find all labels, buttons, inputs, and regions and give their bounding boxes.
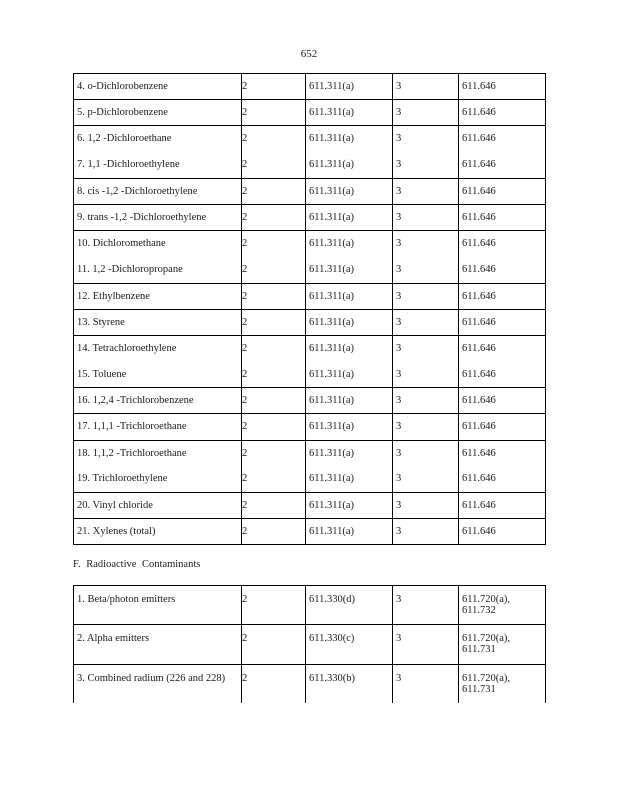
value-3-cell: 3 [393, 335, 459, 361]
value-2-cell: 2 [242, 309, 306, 335]
value-3-cell: 3 [393, 362, 459, 388]
contaminant-cell: 10. Dichloromethane [74, 231, 242, 257]
contaminant-cell: 15. Toluene [74, 362, 242, 388]
value-2-cell: 2 [242, 231, 306, 257]
value-2-cell: 2 [242, 152, 306, 178]
citation-cell: 611.311(a) [306, 519, 393, 545]
reference-cell: 611.646 [459, 493, 546, 519]
value-2-cell: 2 [242, 335, 306, 361]
value-2-cell: 2 [242, 414, 306, 440]
value-3-cell: 3 [393, 466, 459, 492]
contaminant-cell: 13. Styrene [74, 309, 242, 335]
citation-cell: 611.330(b) [306, 664, 393, 703]
citation-cell: 611.311(a) [306, 466, 393, 492]
citation-cell: 611.311(a) [306, 257, 393, 283]
value-2-cell: 2 [242, 388, 306, 414]
table-row [74, 466, 546, 492]
table-row [74, 100, 546, 126]
citation-cell: 611.311(a) [306, 493, 393, 519]
table-row [74, 440, 546, 466]
value-2-cell: 2 [242, 283, 306, 309]
value-2-cell: 2 [242, 74, 306, 100]
contaminant-cell: 1. Beta/photon emitters [74, 586, 242, 625]
reference-cell: 611.646 [459, 178, 546, 204]
citation-cell: 611.330(c) [306, 625, 393, 664]
table-row [74, 586, 546, 625]
reference-cell: 611.646 [459, 100, 546, 126]
contaminant-cell: 7. 1,1 -Dichloroethylene [74, 152, 242, 178]
table-row [74, 388, 546, 414]
value-3-cell: 3 [393, 178, 459, 204]
value-3-cell: 3 [393, 625, 459, 664]
citation-cell: 611.330(d) [306, 586, 393, 625]
table-row [74, 283, 546, 309]
citation-cell: 611.311(a) [306, 335, 393, 361]
page-number: 652 [300, 48, 318, 60]
contaminant-cell: 8. cis -1,2 -Dichloroethylene [74, 178, 242, 204]
table-row [74, 74, 546, 100]
contaminant-cell: 5. p-Dichlorobenzene [74, 100, 242, 126]
value-2-cell: 2 [242, 586, 306, 625]
citation-cell: 611.311(a) [306, 152, 393, 178]
value-3-cell: 3 [393, 126, 459, 152]
reference-cell: 611.646 [459, 231, 546, 257]
table-row [74, 126, 546, 152]
contaminant-cell: 4. o-Dichlorobenzene [74, 74, 242, 100]
reference-cell: 611.646 [459, 388, 546, 414]
reference-cell: 611.646 [459, 466, 546, 492]
table-row [74, 204, 546, 230]
reference-cell: 611.646 [459, 152, 546, 178]
value-3-cell: 3 [393, 204, 459, 230]
citation-cell: 611.311(a) [306, 440, 393, 466]
reference-cell: 611.646 [459, 414, 546, 440]
table-row [74, 257, 546, 283]
contaminant-cell: 20. Vinyl chloride [74, 493, 242, 519]
value-3-cell: 3 [393, 100, 459, 126]
value-3-cell: 3 [393, 586, 459, 625]
citation-cell: 611.311(a) [306, 388, 393, 414]
reference-cell: 611.720(a), 611.731 [459, 625, 546, 664]
table-row [74, 493, 546, 519]
value-2-cell: 2 [242, 126, 306, 152]
value-3-cell: 3 [393, 414, 459, 440]
contaminant-cell: 16. 1,2,4 -Trichlorobenzene [74, 388, 242, 414]
contaminant-cell: 12. Ethylbenzene [74, 283, 242, 309]
value-2-cell: 2 [242, 519, 306, 545]
reference-cell: 611.646 [459, 335, 546, 361]
radioactive-contaminants-table [73, 585, 546, 703]
citation-cell: 611.311(a) [306, 204, 393, 230]
value-3-cell: 3 [393, 519, 459, 545]
value-2-cell: 2 [242, 204, 306, 230]
value-2-cell: 2 [242, 664, 306, 703]
reference-cell: 611.646 [459, 74, 546, 100]
contaminant-cell: 11. 1,2 -Dichloropropane [74, 257, 242, 283]
reference-cell: 611.646 [459, 519, 546, 545]
value-2-cell: 2 [242, 257, 306, 283]
contaminant-cell: 2. Alpha emitters [74, 625, 242, 664]
citation-cell: 611.311(a) [306, 414, 393, 440]
contaminant-cell: 19. Trichloroethylene [74, 466, 242, 492]
contaminant-cell: 14. Tetrachloroethylene [74, 335, 242, 361]
value-2-cell: 2 [242, 466, 306, 492]
table-row [74, 625, 546, 664]
value-3-cell: 3 [393, 283, 459, 309]
citation-cell: 611.311(a) [306, 100, 393, 126]
table-row [74, 231, 546, 257]
contaminant-cell: 17. 1,1,1 -Trichloroethane [74, 414, 242, 440]
reference-cell: 611.646 [459, 126, 546, 152]
citation-cell: 611.311(a) [306, 178, 393, 204]
table-row [74, 519, 546, 545]
section-heading-radioactive: F. Radioactive Contaminants [73, 559, 201, 570]
citation-cell: 611.311(a) [306, 283, 393, 309]
table-row [74, 309, 546, 335]
citation-cell: 611.311(a) [306, 74, 393, 100]
contaminant-cell: 9. trans -1,2 -Dichloroethylene [74, 204, 242, 230]
value-2-cell: 2 [242, 178, 306, 204]
citation-cell: 611.311(a) [306, 362, 393, 388]
value-3-cell: 3 [393, 74, 459, 100]
table-row [74, 152, 546, 178]
value-2-cell: 2 [242, 440, 306, 466]
value-3-cell: 3 [393, 152, 459, 178]
citation-cell: 611.311(a) [306, 309, 393, 335]
table-row [74, 335, 546, 361]
reference-cell: 611.646 [459, 257, 546, 283]
value-3-cell: 3 [393, 231, 459, 257]
value-2-cell: 2 [242, 493, 306, 519]
value-2-cell: 2 [242, 625, 306, 664]
citation-cell: 611.311(a) [306, 231, 393, 257]
contaminant-cell: 6. 1,2 -Dichloroethane [74, 126, 242, 152]
value-3-cell: 3 [393, 493, 459, 519]
reference-cell: 611.646 [459, 283, 546, 309]
table-row [74, 414, 546, 440]
reference-cell: 611.646 [459, 362, 546, 388]
contaminant-cell: 3. Combined radium (226 and 228) [74, 664, 242, 703]
reference-cell: 611.720(a), 611.732 [459, 586, 546, 625]
contaminant-cell: 21. Xylenes (total) [74, 519, 242, 545]
reference-cell: 611.720(a), 611.731 [459, 664, 546, 703]
value-3-cell: 3 [393, 257, 459, 283]
reference-cell: 611.646 [459, 440, 546, 466]
table-row [74, 664, 546, 703]
table-row [74, 362, 546, 388]
value-3-cell: 3 [393, 440, 459, 466]
value-3-cell: 3 [393, 309, 459, 335]
value-2-cell: 2 [242, 362, 306, 388]
reference-cell: 611.646 [459, 204, 546, 230]
value-3-cell: 3 [393, 388, 459, 414]
citation-cell: 611.311(a) [306, 126, 393, 152]
contaminant-cell: 18. 1,1,2 -Trichloroethane [74, 440, 242, 466]
reference-cell: 611.646 [459, 309, 546, 335]
organic-contaminants-table [73, 73, 546, 545]
table-row [74, 178, 546, 204]
value-3-cell: 3 [393, 664, 459, 703]
value-2-cell: 2 [242, 100, 306, 126]
